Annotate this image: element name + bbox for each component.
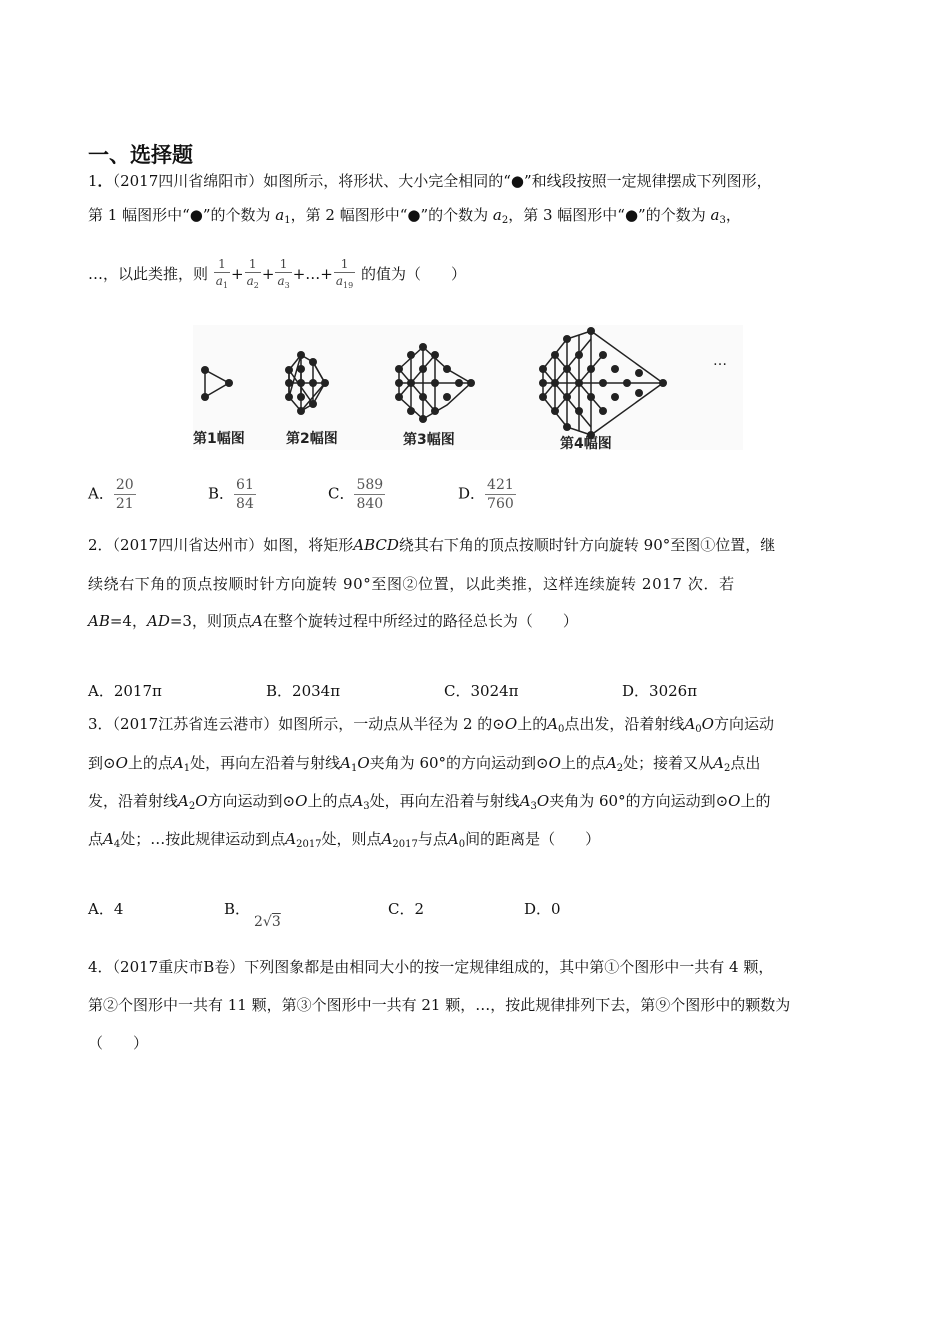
q3-line2: 到⊙O上的点$A_1$处，再向左沿着与射线$A_1O$夹角为 60°的方向运动到⊙O上的点$A_2$处；接着又从$A_2$点出 [88, 754, 761, 774]
var-a: a [710, 206, 720, 224]
q1-text2b: ，第 2 幅图形中“●”的个数为 [290, 206, 493, 224]
q2-line3: AB=4，AD=3，则顶点A在整个旋转过程中所经过的路径总长为（ ） [88, 612, 578, 630]
pattern-drawing [193, 325, 743, 450]
q1-option-d[interactable]: D． $\frac{421}{760}$ [458, 477, 514, 512]
q1-text2c: ，第 3 幅图形中“●”的个数为 [508, 206, 711, 224]
q3-option-b[interactable]: B． 2√3 [224, 900, 281, 930]
sqrt-expression: 2√3 [254, 914, 281, 930]
sub-1: 1 [284, 215, 291, 226]
frac-1-a2: $\frac{1}{a_2}$ [246, 257, 259, 290]
plus-sign: + [231, 265, 244, 283]
var-a: a [492, 206, 502, 224]
q1-option-a[interactable]: A． $\frac{20}{21}$ [88, 477, 134, 512]
figure-label-3: 第3幅图 [403, 432, 455, 448]
q1-number: 1 [88, 172, 98, 190]
sub-3: 3 [719, 215, 726, 226]
q4-line3: （ ） [88, 1034, 149, 1052]
frac-1-a1: $\frac{1}{a_1}$ [215, 257, 229, 290]
q2-option-c[interactable]: C．3024π [444, 682, 519, 700]
q1-text2a: 第 1 幅图形中“●”的个数为 [88, 206, 276, 224]
q1-line2 [88, 205, 741, 231]
plus-sign: + [261, 265, 275, 283]
sub-2: 2 [501, 215, 509, 226]
q2-number: 2 [88, 536, 98, 554]
q1-option-b[interactable]: B． $\frac{61}{84}$ [208, 477, 254, 512]
q1-text3b: 的值为（ ） [360, 265, 466, 283]
q1-text3a: …，以此类推，则 [88, 265, 209, 283]
q4-line1: 4．（2017重庆市B卷）下列图象都是由相同大小的按一定规律组成的，其中第①个图形中一共有 4 颗， [88, 958, 774, 976]
q3-option-c[interactable]: C．2 [388, 900, 425, 918]
frac-1-a3: $\frac{1}{a_3}$ [277, 257, 290, 290]
q3-number: 3 [88, 715, 98, 733]
dot-pattern-figure [193, 325, 743, 450]
figure-label-4: 第4幅图 [560, 436, 612, 452]
q2-line1: 2．（2017四川省达州市）如图，将矩形ABCD绕其右下角的顶点按顺时针方向旋转 90°至图①位置，继 [88, 536, 776, 554]
q1-dot: ． [97, 172, 113, 190]
ellipsis-sum: +…+ [292, 265, 333, 283]
figure-ellipsis: … [713, 353, 727, 369]
section-title: 一、选择题 [88, 143, 193, 167]
q2-line2: 续绕右下角的顶点按顺时针方向旋转 90°至图②位置，以此类推，这样连续旋转 2017 次．若 [88, 575, 735, 593]
q3-line1: 3．（2017江苏省连云港市）如图所示，一动点从半径为 2 的⊙O上的$A_0$点出发，沿着射线$A_0O$方向运动 [88, 715, 774, 735]
q3-line4: 点$A_4$处；…按此规律运动到点$A_{2017}$处，则点$A_{2017}$与点$A_0$间的距离是（ ） [88, 830, 601, 850]
q1-option-c[interactable]: C． $\frac{589}{840}$ [328, 477, 384, 512]
var-abcd: ABCD [353, 536, 399, 554]
figure-label-2: 第2幅图 [286, 431, 338, 447]
q2-option-d[interactable]: D．3026π [622, 682, 698, 700]
q1-text1: （2017四川省绵阳市）如图所示，将形状、大小完全相同的“●”和线段按照一定规律摆成下列图形， [112, 172, 772, 190]
q1-line1 [88, 171, 772, 191]
q1-line3 [88, 256, 466, 294]
q3-option-d[interactable]: D．0 [524, 900, 561, 918]
figure-label-1: 第1幅图 [193, 431, 245, 447]
frac-1-a19: $\frac{1}{a_{19}}$ [335, 257, 354, 290]
q3-line3: 发，沿着射线$A_2O$方向运动到⊙O上的点$A_3$处，再向左沿着与射线$A_3O$夹角为 60°的方向运动到⊙O上的 [88, 792, 771, 812]
var-a: a [275, 206, 285, 224]
q3-option-a[interactable]: A．4 [88, 900, 124, 918]
q2-option-b[interactable]: B．2034π [266, 682, 341, 700]
q1-text2d: ， [725, 206, 741, 224]
q2-option-a[interactable]: A．2017π [88, 682, 162, 700]
q4-line2: 第②个图形中一共有 11 颗，第③个图形中一共有 21 颗，…，按此规律排列下去，第⑨个图形中的颗数为 [88, 996, 791, 1014]
